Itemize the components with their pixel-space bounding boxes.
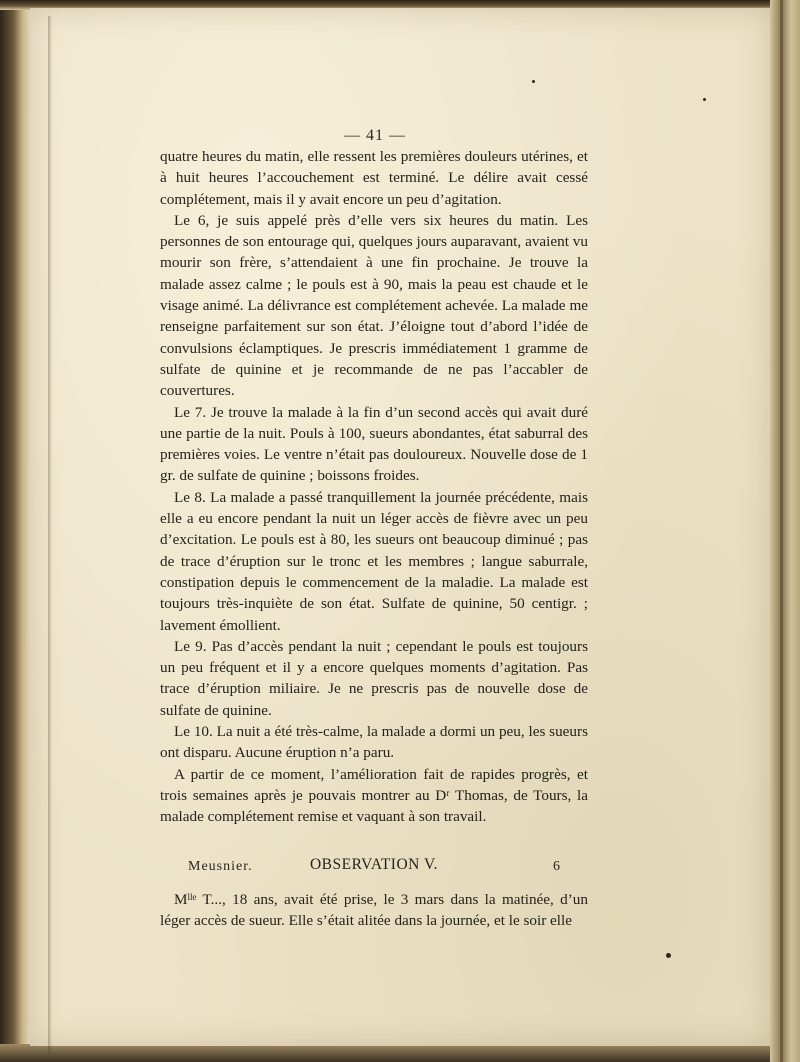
page-number: — 41 — (344, 127, 406, 144)
page-stack-line (780, 0, 783, 1062)
paragraph: Le 7. Je trouve la malade à la fin d’un second accès qui avait duré une partie de la nuit. Pouls à 100, sueurs abondantes, état saburral des premières voies. Le ventre n’était pas douloureux. Nouvelle dose de 1 gr. de sulfate de quinine ; boissons froides. (160, 403, 588, 485)
paragraph: Le 6, je suis appelé près d’elle vers six heures du matin. Les personnes de son entourage qui, quelques jours auparavant, avaient vu mourir son frère, s’attendaient à une fin prochaine. Je trouve la malade assez calme ; le pouls est à 90, mais la peau est chaude et le visage animé. La délivrance est complétement achevée. La malade me renseigne parfaitement sur son état. J’éloigne tout d’abord l’idée de convulsions éclamptiques. Je prescris immédiatement 1 gramme de sulfate de quinine et je recommande de ne pas l’accabler de couvertures. (160, 211, 588, 400)
paragraph: Le 10. La nuit a été très-calme, la malade a dormi un peu, les sueurs ont disparu. Aucune éruption n’a paru. (160, 723, 588, 762)
section-heading: OBSERVATION V. (309, 855, 439, 873)
ink-spot (532, 80, 535, 83)
ink-spot (666, 953, 671, 958)
signature-mark: 6 (553, 859, 560, 874)
page-fold-shadow (48, 16, 52, 1054)
body-text (160, 146, 588, 931)
ink-spot (703, 98, 706, 101)
paragraph: Le 8. La malade a passé tranquillement la journée précédente, mais elle a eu encore pendant la nuit un léger accès de fièvre avec un peu d’excitation. Le pouls est à 80, les sueurs ont beaucoup diminué ; pas de trace d’éruption sur le tronc et les membres ; langue saburrale, constipation depuis le commencement de la maladie. La malade est toujours très-inquiète de son état. Sulfate de quinine, 50 centigr. ; lavement émollient. (160, 488, 588, 634)
paragraph: quatre heures du matin, elle ressent les premières douleurs utérines, et à huit heures l’accouchement est terminé. Le délire avait cessé complétement, mais il y avait encore un peu d’agitation. (160, 148, 588, 208)
paragraph: Mˡˡᵉ T..., 18 ans, avait été prise, le 3 mars dans la matinée, d’un léger accès de sueur. Elle s’était alitée dans la journée, et le soir elle (160, 890, 588, 930)
book-binding-left (0, 0, 30, 1062)
paragraph: Le 9. Pas d’accès pendant la nuit ; cependant le pouls est toujours un peu fréquent et il y a encore quelques moments d’agitation. Pas trace d’éruption miliaire. Je ne prescris pas de nouvelle dose de sulfate de quinine. (160, 637, 588, 719)
paragraph: A partir de ce moment, l’amélioration fait de rapides progrès, et trois semaines après je pouvais montrer au Dʳ Thomas, de Tours, la malade complétement remise et vaquant à son travail. (160, 765, 588, 826)
book-edge-right (770, 0, 800, 1062)
author-name: Meusnier. (188, 859, 253, 874)
book-edge-bottom (0, 1044, 800, 1062)
